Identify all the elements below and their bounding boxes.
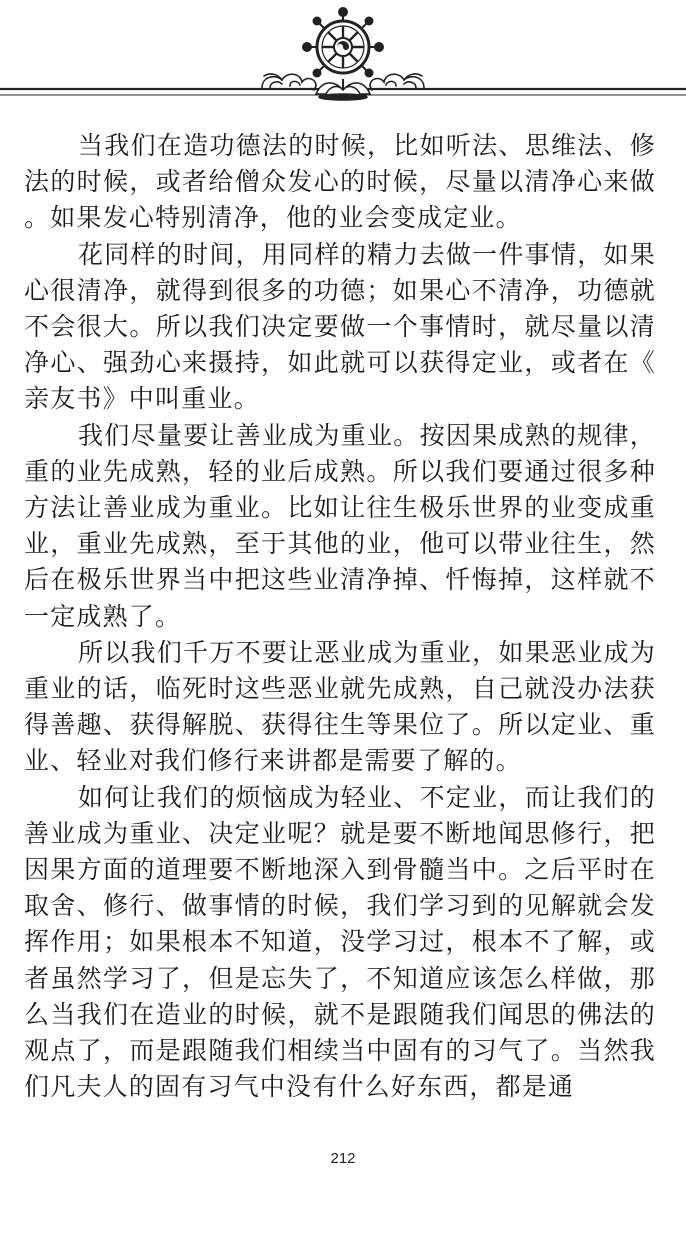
paragraph: 我们尽量要让善业成为重业。按因果成熟的规律，重的业先成熟，轻的业后成熟。所以我们要通过很多种方法让善业成为重业。比如让往生极乐世界的业变成重业，重业先成熟，至于其他的业，他可以带业往生，然后在极乐世界当中把这些业清净掉、忏悔掉，这样就不一定成熟了。 — [24, 420, 656, 631]
paragraph: 花同样的时间，用同样的精力去做一件事情，如果心很清净，就得到很多的功德；如果心不清净，功德就不会很大。所以我们决定要做一个事情时，就尽量以清净心、强劲心来摄持，如此就可以获得定业，或者在《亲友书》中叫重业。 — [24, 239, 656, 414]
page-number: 212 — [330, 1150, 356, 1167]
dharma-wheel-icon — [0, 0, 686, 110]
paragraph: 所以我们千万不要让恶业成为重业，如果恶业成为重业的话，临死时这些恶业就先成熟，自己就没办法获得善趣、获得解脱、获得往生等果位了。所以定业、重业、轻业对我们修行来讲都是需要了解的。 — [24, 637, 656, 776]
page-body — [24, 128, 656, 1105]
paragraph: 当我们在造功德法的时候，比如听法、思维法、修法的时候，或者给僧众发心的时候，尽量以清净心来做。如果发心特别清净，他的业会变成定业。 — [24, 131, 656, 233]
paragraph: 如何让我们的烦恼成为轻业、不定业，而让我们的善业成为重业、决定业呢？就是要不断地闻思修行，把因果方面的道理要不断地深入到骨髓当中。之后平时在取舍、修行、做事情的时候，我们学习到的见解就会发挥作用；如果根本不知道，没学习过，根本不了解，或者虽然学习了，但是忘失了，不知道应该怎么样做，那么当我们在造业的时候，就不是跟随我们闻思的佛法的观点了，而是跟随我们相续当中固有的习气了。当然我们凡夫人的固有习气中没有什么好东西，都是通 — [24, 782, 656, 1102]
page-header-ornament — [0, 0, 686, 110]
